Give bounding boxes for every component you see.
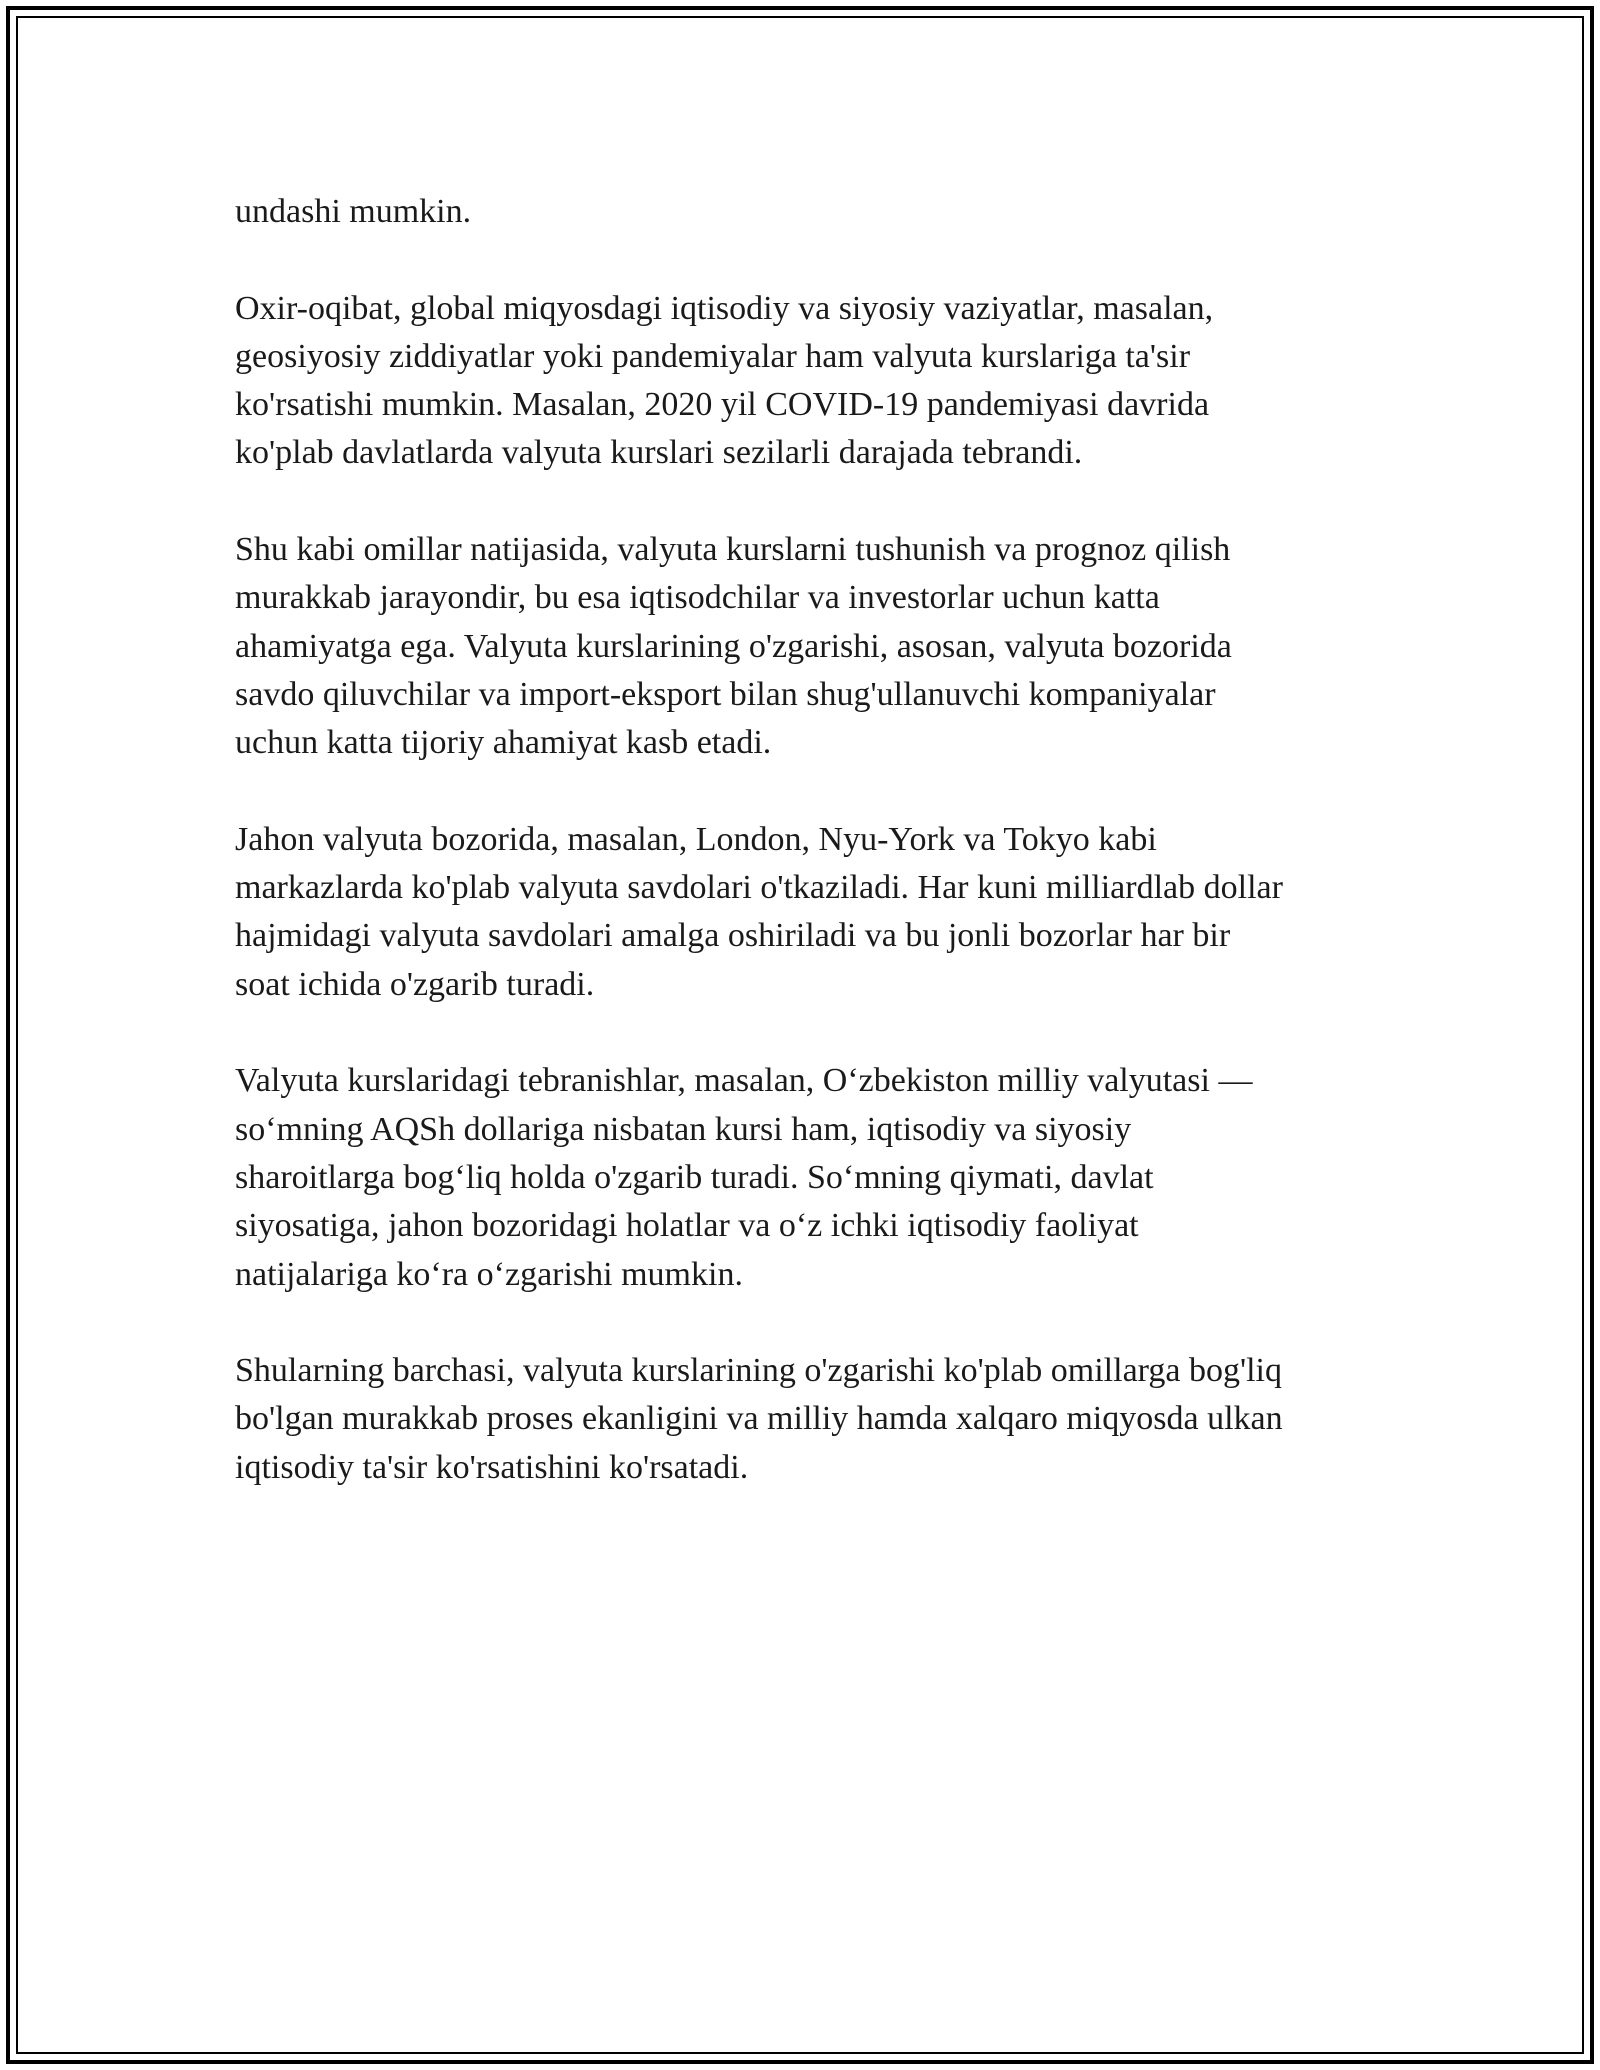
text-line: soat ichida o'zgarib turadi. xyxy=(235,965,595,1003)
paragraph-6 xyxy=(235,1347,1385,1492)
paragraph-1 xyxy=(235,188,1385,236)
text-line: Shu kabi omillar natijasida, valyuta kurslarni tushunish va prognoz qilish xyxy=(235,531,1231,569)
text-line: hajmidagi valyuta savdolari amalga oshiriladi va bu jonli bozorlar har bir xyxy=(235,917,1231,955)
document-body xyxy=(235,188,1385,1492)
text-line: Oxir-oqibat, global miqyosdagi iqtisodiy va siyosiy vaziyatlar, masalan, xyxy=(235,289,1214,327)
text-line: savdo qiluvchilar va import-eksport bilan shug'ullanuvchi kompaniyalar xyxy=(235,675,1216,713)
text-line: sharoitlarga bog‘liq holda o'zgarib turadi. So‘mning qiymati, davlat xyxy=(235,1158,1154,1196)
text-line: geosiyosiy ziddiyatlar yoki pandemiyalar ham valyuta kurslariga ta'sir xyxy=(235,337,1191,375)
text-line: ko'rsatishi mumkin. Masalan, 2020 yil COVID-19 pandemiyasi davrida xyxy=(235,386,1210,424)
text-line: Valyuta kurslaridagi tebranishlar, masalan, O‘zbekiston milliy valyutasi — xyxy=(235,1062,1253,1100)
text-line: bo'lgan murakkab proses ekanligini va milliy hamda xalqaro miqyosda ulkan xyxy=(235,1400,1283,1438)
text-line: ko'plab davlatlarda valyuta kurslari sezilarli darajada tebrandi. xyxy=(235,434,1083,472)
text-line: uchun katta tijoriy ahamiyat kasb etadi. xyxy=(235,724,772,762)
text-line: markazlarda ko'plab valyuta savdolari o'tkaziladi. Har kuni milliardlab dollar xyxy=(235,869,1283,907)
text-line: so‘mning AQSh dollariga nisbatan kursi ham, iqtisodiy va siyosiy xyxy=(235,1110,1132,1148)
text-line: undashi mumkin. xyxy=(235,193,472,230)
text-line: siyosatiga, jahon bozoridagi holatlar va o‘z ichki iqtisodiy faoliyat xyxy=(235,1207,1139,1245)
text-line: Shularning barchasi, valyuta kurslarining o'zgarishi ko'plab omillarga bog'liq xyxy=(235,1352,1282,1390)
text-line: murakkab jarayondir, bu esa iqtisodchilar va investorlar uchun katta xyxy=(235,579,1160,617)
paragraph-4 xyxy=(235,816,1385,1009)
text-line: ahamiyatga ega. Valyuta kurslarining o'zgarishi, asosan, valyuta bozorida xyxy=(235,627,1232,665)
text-line: natijalariga ko‘ra o‘zgarishi mumkin. xyxy=(235,1255,743,1293)
paragraph-5 xyxy=(235,1057,1385,1298)
paragraph-3 xyxy=(235,526,1385,767)
text-line: Jahon valyuta bozorida, masalan, London, Nyu-York va Tokyo kabi xyxy=(235,820,1157,858)
text-line: iqtisodiy ta'sir ko'rsatishini ko'rsatadi. xyxy=(235,1448,749,1486)
paragraph-2 xyxy=(235,285,1385,478)
